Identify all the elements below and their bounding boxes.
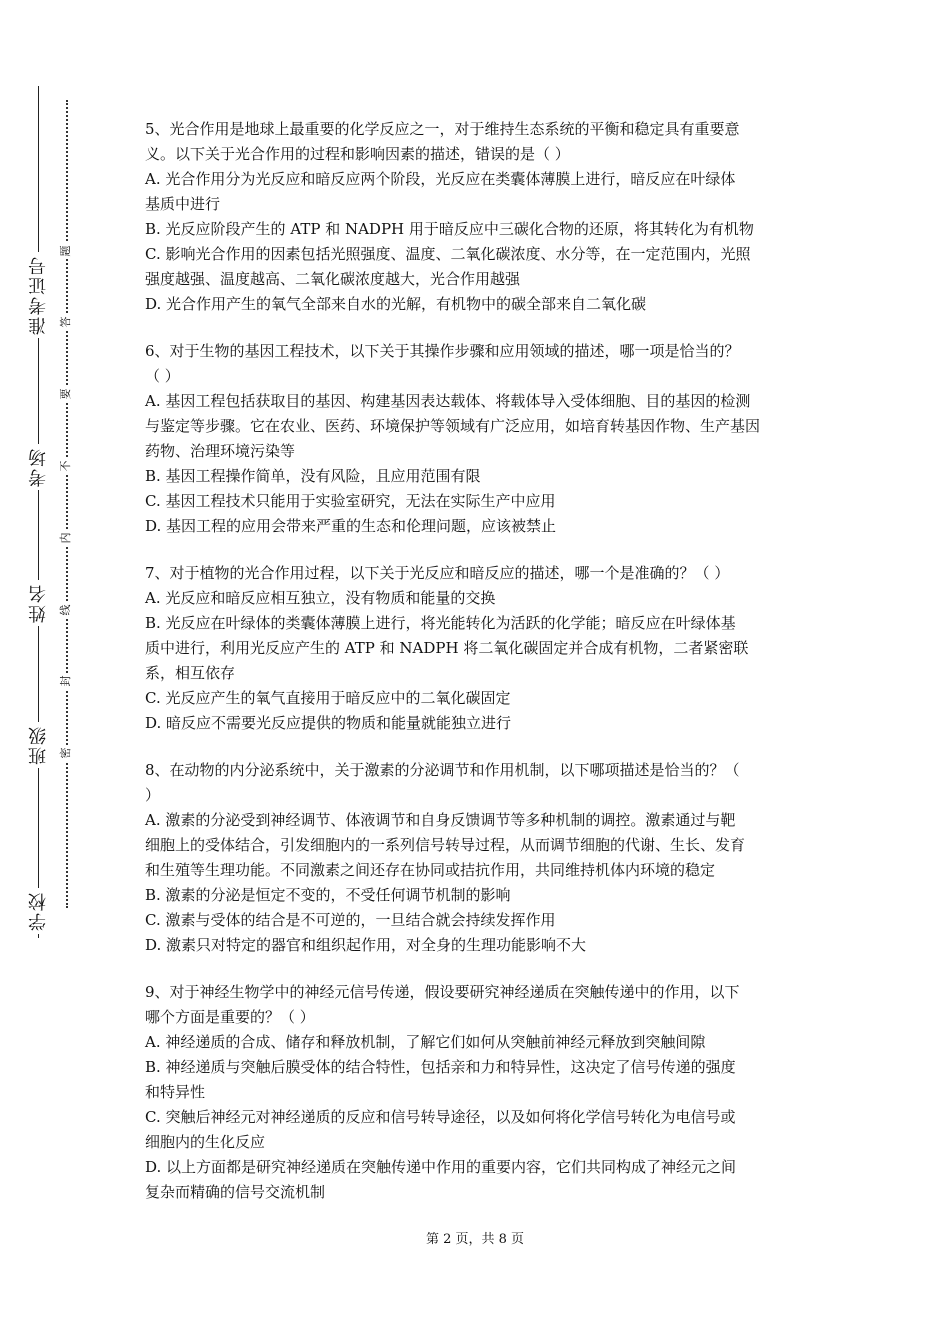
option-d: D. 光合作用产生的氧气全部来自水的光解，有机物中的碳全部来自二氧化碳 (145, 295, 647, 313)
option-a: 与鉴定等步骤。它在农业、医药、环境保护等领域有广泛应用，如培育转基因作物、生产基因 (145, 417, 761, 435)
option-b: B. 光反应在叶绿体的类囊体薄膜上进行，将光能转化为活跃的化学能；暗反应在叶绿体基 (145, 614, 736, 632)
seal-char: 密 (58, 745, 74, 761)
option-d: D. 激素只对特定的器官和组织起作用，对全身的生理功能影响不大 (145, 936, 587, 954)
seal-char: 线 (58, 602, 74, 618)
option-b: B. 光反应阶段产生的 ATP 和 NADPH 用于暗反应中三碳化合物的还原，将其转化为有机物 (145, 220, 754, 238)
option-b: 系，相互依存 (145, 664, 236, 682)
seal-char: 内 (58, 530, 74, 546)
option-d: D. 暗反应不需要光反应提供的物质和能量就能独立进行 (145, 714, 512, 732)
option-a: 药物、治理环境污染等 (145, 442, 296, 460)
option-a: A. 基因工程包括获取目的基因、构建基因表达载体、将载体导入受体细胞、目的基因的检测 (145, 392, 751, 410)
option-a: 细胞上的受体结合，引发细胞内的一系列信号转导过程，从而调节细胞的代谢、生长、发育 (145, 836, 746, 854)
option-a: A. 神经递质的合成、储存和释放机制，了解它们如何从突触前神经元释放到突触间隙 (145, 1033, 706, 1051)
option-b: B. 基因工程操作简单，没有风险，且应用范围有限 (145, 467, 481, 485)
label-exam-number: 准考证号 (24, 252, 54, 338)
question-stem: 5、光合作用是地球上最重要的化学反应之一，对于维持生态系统的平衡和稳定具有重要意 (145, 120, 740, 138)
question-stem: 9、对于神经生物学中的神经元信号传递，假设要研究神经递质在突触传递中的作用，以下 (145, 983, 740, 1001)
question-stem: ） (145, 786, 161, 804)
seal-dotted-line (66, 100, 68, 908)
option-d: D. 基因工程的应用会带来严重的生态和伦理问题，应该被禁止 (145, 517, 557, 535)
question-list (145, 117, 810, 1227)
question-stem: 6、对于生物的基因工程技术，以下关于其操作步骤和应用领域的描述，哪一项是恰当的？ (145, 342, 740, 360)
question-7 (145, 561, 810, 736)
option-b: B. 激素的分泌是恒定不变的，不受任何调节机制的影响 (145, 886, 511, 904)
question-stem: 哪个方面是重要的？（ ） (145, 1008, 315, 1026)
option-c: C. 基因工程技术只能用于实验室研究，无法在实际生产中应用 (145, 492, 556, 510)
label-school: 学校 (24, 888, 54, 934)
option-b: B. 神经递质与突触后膜受体的结合特性，包括亲和力和特异性，这决定了信号传递的强度 (145, 1058, 736, 1076)
option-c: 强度越强、温度越高、二氧化碳浓度越大，光合作用越强 (145, 270, 521, 288)
label-name: 姓名 (24, 580, 54, 626)
option-c: C. 影响光合作用的因素包括光照强度、温度、二氧化碳浓度、水分等，在一定范围内，光照 (145, 245, 751, 263)
option-c: C. 突触后神经元对神经递质的反应和信号转导途径，以及如何将化学信号转化为电信号或 (145, 1108, 736, 1126)
option-b: 质中进行，利用光反应产生的 ATP 和 NADPH 将二氧化碳固定并合成有机物，二者紧密联 (145, 639, 749, 657)
label-class: 班级 (24, 722, 54, 768)
option-b: 和特异性 (145, 1083, 206, 1101)
label-exam-room: 考场 (24, 444, 54, 490)
option-a: 和生殖等生理功能。不同激素之间还存在协同或拮抗作用，共同维持机体内环境的稳定 (145, 861, 716, 879)
option-c: 细胞内的生化反应 (145, 1133, 266, 1151)
binding-margin (0, 0, 120, 1344)
seal-char: 不 (58, 458, 74, 474)
question-8 (145, 758, 810, 958)
binding-line (38, 86, 39, 938)
seal-char: 答 (58, 314, 74, 330)
page-number: 第 2 页，共 8 页 (425, 1232, 525, 1247)
question-9 (145, 980, 810, 1205)
option-a: A. 激素的分泌受到神经调节、体液调节和自身反馈调节等多种机制的调控。激素通过与靶 (145, 811, 736, 829)
question-5 (145, 117, 810, 317)
option-a: A. 光合作用分为光反应和暗反应两个阶段，光反应在类囊体薄膜上进行，暗反应在叶绿体 (145, 170, 736, 188)
option-a: 基质中进行 (145, 195, 221, 213)
question-6 (145, 339, 810, 539)
question-stem: （ ） (145, 367, 180, 385)
option-a: A. 光反应和暗反应相互独立，没有物质和能量的交换 (145, 589, 496, 607)
question-stem: 7、对于植物的光合作用过程，以下关于光反应和暗反应的描述，哪一个是准确的？（ ） (145, 564, 730, 582)
seal-char: 封 (58, 673, 74, 689)
option-c: C. 光反应产生的氧气直接用于暗反应中的二氧化碳固定 (145, 689, 511, 707)
seal-char: 题 (58, 243, 74, 259)
question-stem: 义。以下关于光合作用的过程和影响因素的描述，错误的是（ ） (145, 145, 570, 163)
option-c: C. 激素与受体的结合是不可逆的，一旦结合就会持续发挥作用 (145, 911, 556, 929)
option-d: D. 以上方面都是研究神经递质在突触传递中作用的重要内容，它们共同构成了神经元之间 (145, 1158, 737, 1176)
seal-char: 要 (58, 386, 74, 402)
option-d: 复杂而精确的信号交流机制 (145, 1183, 326, 1201)
question-stem: 8、在动物的内分泌系统中，关于激素的分泌调节和作用机制，以下哪项描述是恰当的？（ (145, 761, 740, 779)
